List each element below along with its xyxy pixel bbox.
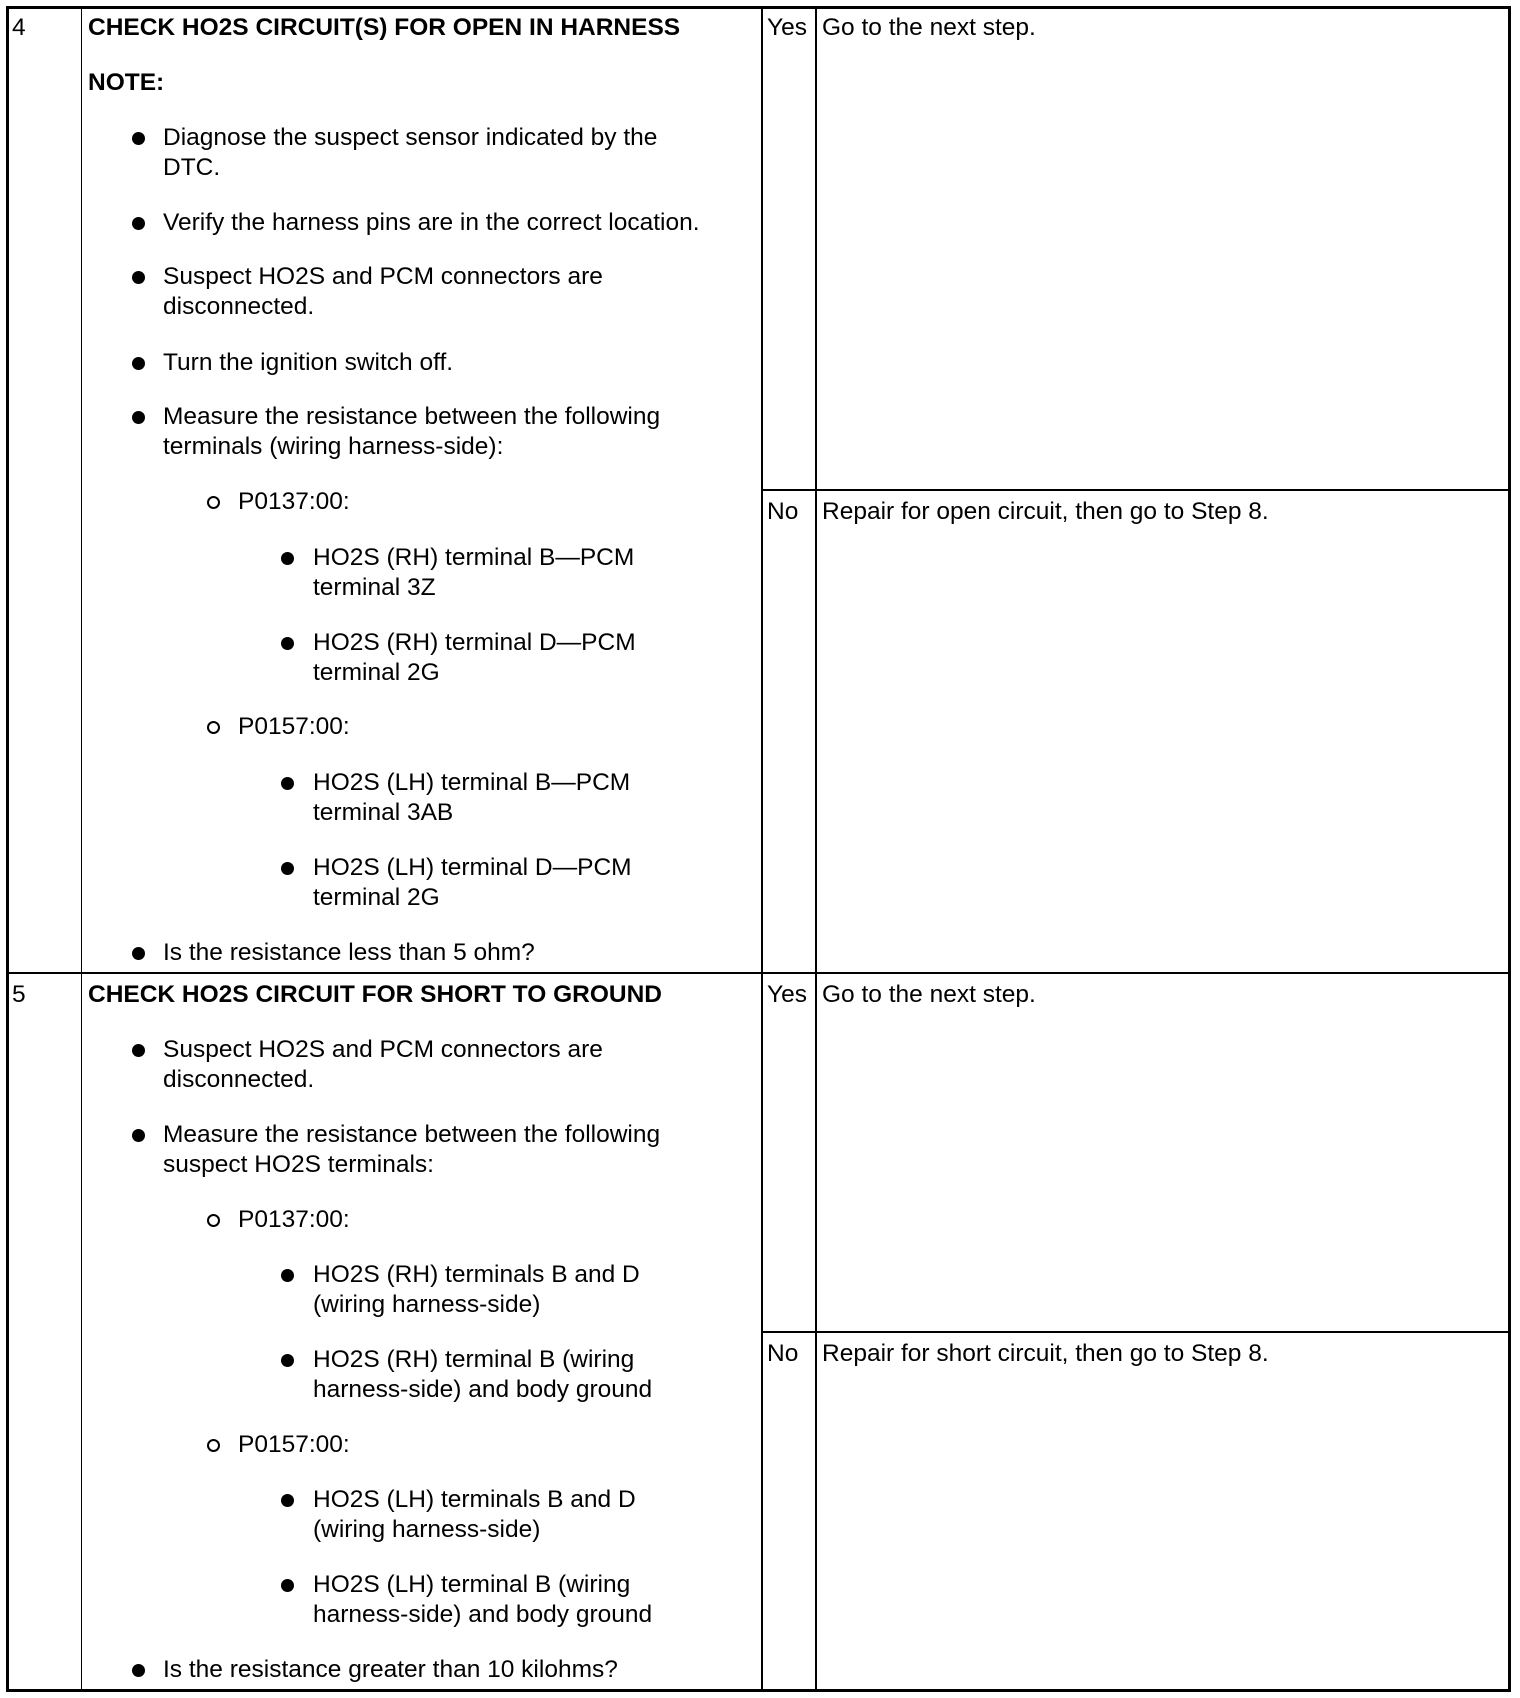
no-label: No [767,498,799,525]
no-label: No [767,1340,799,1367]
list-item: suspect HO2S terminals: [163,1151,434,1178]
note-label: NOTE: [88,69,165,96]
list-item: terminal 2G [313,659,440,686]
question-text: Is the resistance less than 5 ohm? [163,939,535,966]
result-column-divider [815,6,817,1692]
list-item: HO2S (RH) terminal D—PCM [313,629,636,656]
bullet-icon [281,637,294,650]
list-item: HO2S (RH) terminal B—PCM [313,544,635,571]
list-item: Diagnose the suspect sensor indicated by the [163,124,658,151]
list-item: HO2S (LH) terminal D—PCM [313,854,632,881]
list-item: P0137:00: [238,488,350,515]
step4-yes-no-divider [761,489,1511,491]
list-item: Verify the harness pins are in the correct location. [163,209,700,236]
bullet-icon [281,777,294,790]
list-item: disconnected. [163,293,315,320]
hollow-bullet-icon [207,496,220,509]
no-action: Repair for short circuit, then go to Step 8. [822,1340,1269,1367]
step-row-divider [6,972,1511,974]
list-item: HO2S (LH) terminal B—PCM [313,769,631,796]
hollow-bullet-icon [207,1439,220,1452]
bullet-icon [281,1579,294,1592]
list-item: Suspect HO2S and PCM connectors are [163,1036,603,1063]
list-item: Suspect HO2S and PCM connectors are [163,263,603,290]
table-left-border [6,6,9,1692]
list-item: HO2S (RH) terminal B (wiring [313,1346,635,1373]
no-action: Repair for open circuit, then go to Step 8. [822,498,1269,525]
bullet-icon [132,217,145,230]
bullet-icon [281,862,294,875]
yes-action: Go to the next step. [822,14,1036,41]
list-item: terminal 3Z [313,574,436,601]
step-column-divider [81,6,82,1692]
bullet-icon [281,1354,294,1367]
yes-action: Go to the next step. [822,981,1036,1008]
list-item: HO2S (LH) terminals B and D [313,1486,636,1513]
step5-yes-no-divider [761,1331,1511,1333]
list-item: terminals (wiring harness-side): [163,433,504,460]
step-number: 5 [12,981,26,1008]
list-item: Measure the resistance between the following [163,403,661,430]
list-item: disconnected. [163,1066,315,1093]
table-top-border [6,6,1511,9]
list-item: P0157:00: [238,1431,350,1458]
bullet-icon [281,1269,294,1282]
list-item: HO2S (LH) terminal B (wiring [313,1571,631,1598]
list-item: terminal 2G [313,884,440,911]
yes-label: Yes [767,981,807,1008]
table-right-border [1508,6,1511,1692]
bullet-icon [281,552,294,565]
list-item: (wiring harness-side) [313,1516,541,1543]
list-item: DTC. [163,154,221,181]
list-item: terminal 3AB [313,799,454,826]
list-item: Measure the resistance between the following [163,1121,661,1148]
bullet-icon [132,357,145,370]
action-column-divider [761,6,763,1692]
list-item: P0157:00: [238,713,350,740]
hollow-bullet-icon [207,721,220,734]
bullet-icon [132,411,145,424]
bullet-icon [132,1129,145,1142]
bullet-icon [132,1044,145,1057]
list-item: (wiring harness-side) [313,1291,541,1318]
bullet-icon [132,132,145,145]
bullet-icon [281,1494,294,1507]
question-text: Is the resistance greater than 10 kilohms? [163,1656,618,1683]
yes-label: Yes [767,14,807,41]
step-title: CHECK HO2S CIRCUIT(S) FOR OPEN IN HARNESS [88,14,681,41]
table-bottom-border [6,1689,1511,1692]
hollow-bullet-icon [207,1214,220,1227]
list-item: P0137:00: [238,1206,350,1233]
step-number: 4 [12,14,26,41]
list-item: harness-side) and body ground [313,1376,653,1403]
list-item: Turn the ignition switch off. [163,349,454,376]
bullet-icon [132,1664,145,1677]
list-item: HO2S (RH) terminals B and D [313,1261,640,1288]
list-item: harness-side) and body ground [313,1601,653,1628]
bullet-icon [132,271,145,284]
bullet-icon [132,947,145,960]
step-title: CHECK HO2S CIRCUIT FOR SHORT TO GROUND [88,981,662,1008]
